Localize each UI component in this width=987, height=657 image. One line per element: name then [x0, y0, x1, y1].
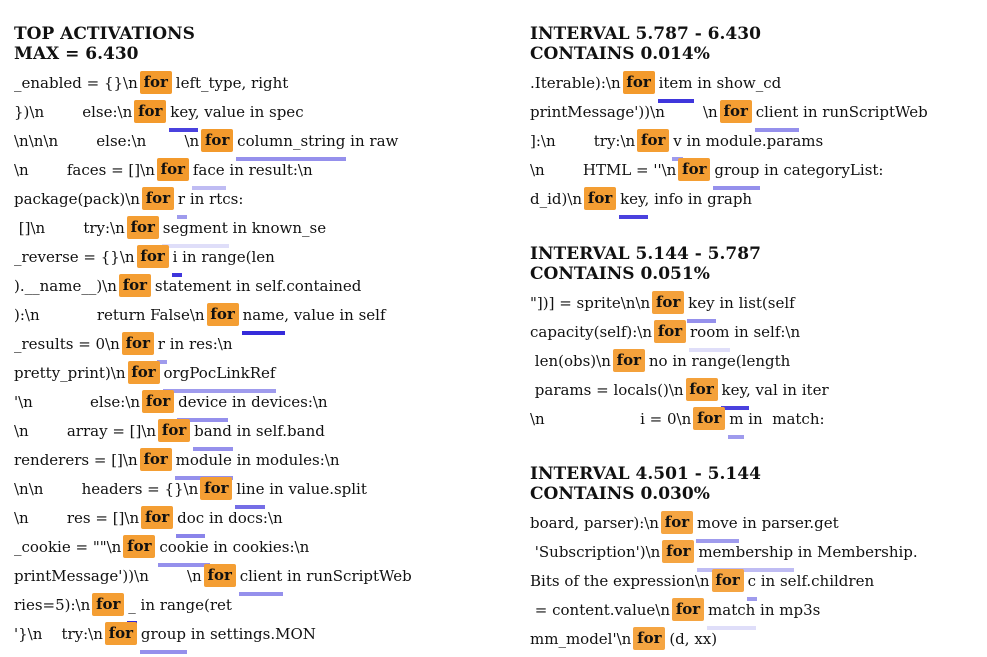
- activating-token-highlight: for: [127, 216, 159, 239]
- next-token-underline: [728, 435, 744, 439]
- activation-example-row: [14, 420, 514, 449]
- context-before-text: d_id)\n: [530, 190, 583, 208]
- context-after-text: name, value in self: [242, 306, 386, 324]
- context-before-text: printMessage'))\n \n: [530, 103, 718, 121]
- activating-token-highlight: for: [661, 511, 693, 534]
- interval-2-title: INTERVAL 5.144 - 5.787: [530, 244, 761, 264]
- activating-token-highlight: for: [623, 71, 655, 94]
- context-after-text: membership in Membership.: [698, 543, 918, 561]
- context-before-text: ries=5):\n: [14, 596, 91, 614]
- next-token-underline: [140, 650, 187, 654]
- activating-token-highlight: for: [119, 274, 151, 297]
- activating-token-highlight: for: [633, 627, 665, 650]
- context-before-text: ]:\n try:\n: [530, 132, 636, 150]
- activating-token-highlight: for: [652, 291, 684, 314]
- context-before-text: _enabled = {}\n: [14, 74, 138, 92]
- activating-token-highlight: for: [207, 303, 239, 326]
- context-after-text: statement in self.contained: [154, 277, 362, 295]
- context-before-text: \n\n\n else:\n \n: [14, 132, 200, 150]
- context-before-text: '}\n try:\n: [14, 625, 103, 643]
- context-before-text: })\n else:\n: [14, 103, 133, 121]
- context-before-text: Bits of the expression\n: [530, 572, 710, 590]
- context-after-text: m in match:: [729, 410, 825, 428]
- context-after-text: band in self.band: [194, 422, 325, 440]
- activation-example-row: [14, 188, 514, 217]
- activation-example-row: [530, 541, 985, 570]
- activation-example-row: [14, 246, 514, 275]
- activation-example-row: [530, 570, 985, 599]
- interval-3-title: INTERVAL 4.501 - 5.144: [530, 464, 761, 484]
- activating-token-highlight: for: [654, 320, 686, 343]
- activation-example-row: [14, 594, 514, 623]
- context-before-text: _cookie = ""\n: [14, 538, 122, 556]
- activating-token-highlight: for: [613, 349, 645, 372]
- activating-token-highlight: for: [678, 158, 710, 181]
- context-before-text: ).__name__)\n: [14, 277, 117, 295]
- context-before-text: 'Subscription')\n: [530, 543, 661, 561]
- activating-token-highlight: for: [672, 598, 704, 621]
- context-before-text: \n array = []\n: [14, 422, 157, 440]
- context-after-text: key, val in iter: [721, 381, 829, 399]
- context-after-text: v in module.params: [673, 132, 824, 150]
- activation-example-row: [530, 159, 985, 188]
- context-after-text: item in show_cd: [658, 74, 782, 92]
- activation-example-row: [530, 350, 985, 379]
- activating-token-highlight: for: [201, 129, 233, 152]
- activating-token-highlight: for: [142, 187, 174, 210]
- context-after-text: client in runScriptWeb: [239, 567, 412, 585]
- context-before-text: = content.value\n: [530, 601, 671, 619]
- interval-3-contains: CONTAINS 0.030%: [530, 484, 710, 504]
- context-after-text: device in devices:\n: [178, 393, 328, 411]
- activation-example-row: [14, 101, 514, 130]
- context-before-text: _reverse = {}\n: [14, 248, 135, 266]
- activating-token-highlight: for: [137, 245, 169, 268]
- activation-example-row: [530, 599, 985, 628]
- context-before-text: printMessage'))\n \n: [14, 567, 202, 585]
- activating-token-highlight: for: [157, 158, 189, 181]
- activation-example-row: [14, 623, 514, 652]
- context-before-text: ):\n return False\n: [14, 306, 205, 324]
- context-after-text: column_string in raw: [237, 132, 399, 150]
- activating-token-highlight: for: [105, 622, 137, 645]
- context-after-text: _ in range(ret: [128, 596, 232, 614]
- context-after-text: module in modules:\n: [175, 451, 340, 469]
- context-before-text: board, parser):\n: [530, 514, 659, 532]
- activating-token-highlight: for: [662, 540, 694, 563]
- context-after-text: no in range(length: [648, 352, 791, 370]
- context-after-text: i in range(len: [172, 248, 275, 266]
- activating-token-highlight: for: [720, 100, 752, 123]
- context-before-text: .Iterable):\n: [530, 74, 621, 92]
- activating-token-highlight: for: [693, 407, 725, 430]
- context-after-text: room in self:\n: [690, 323, 801, 341]
- context-before-text: \n i = 0\n: [530, 410, 692, 428]
- activation-example-row: [14, 507, 514, 536]
- max-activation-label: MAX = 6.430: [14, 44, 139, 64]
- activation-example-row: [14, 536, 514, 565]
- interval-1-contains: CONTAINS 0.014%: [530, 44, 710, 64]
- context-before-text: '\n else:\n: [14, 393, 141, 411]
- activating-token-highlight: for: [200, 477, 232, 500]
- context-after-text: match in mp3s: [708, 601, 821, 619]
- context-before-text: \n faces = []\n: [14, 161, 155, 179]
- context-after-text: left_type, right: [175, 74, 289, 92]
- activating-token-highlight: for: [122, 332, 154, 355]
- activating-token-highlight: for: [140, 448, 172, 471]
- context-before-text: pretty_print)\n: [14, 364, 126, 382]
- context-after-text: key in list(self: [688, 294, 795, 312]
- activation-example-row: [14, 449, 514, 478]
- context-after-text: doc in docs:\n: [177, 509, 283, 527]
- context-before-text: params = locals()\n: [530, 381, 684, 399]
- context-before-text: []\n try:\n: [14, 219, 125, 237]
- activation-example-row: [530, 512, 985, 541]
- activating-token-highlight: for: [128, 361, 160, 384]
- context-after-text: group in categoryList:: [714, 161, 884, 179]
- next-token-underline: [619, 215, 647, 219]
- context-after-text: line in value.split: [236, 480, 367, 498]
- activation-example-row: [14, 391, 514, 420]
- context-after-text: key, value in spec: [170, 103, 304, 121]
- activating-token-highlight: for: [134, 100, 166, 123]
- context-after-text: r in rtcs:: [177, 190, 244, 208]
- context-after-text: cookie in cookies:\n: [159, 538, 310, 556]
- context-after-text: c in self.children: [747, 572, 875, 590]
- context-before-text: _results = 0\n: [14, 335, 120, 353]
- activation-example-row: [530, 628, 985, 657]
- context-after-text: key, info in graph: [620, 190, 753, 208]
- context-before-text: package(pack)\n: [14, 190, 140, 208]
- context-before-text: renderers = []\n: [14, 451, 138, 469]
- activation-example-row: [530, 101, 985, 130]
- activation-example-row: [530, 408, 985, 437]
- context-after-text: r in res:\n: [157, 335, 233, 353]
- context-after-text: face in result:\n: [192, 161, 313, 179]
- activation-example-row: [530, 292, 985, 321]
- context-after-text: orgPocLinkRef: [163, 364, 276, 382]
- activation-example-row: [530, 321, 985, 350]
- context-before-text: capacity(self):\n: [530, 323, 652, 341]
- activation-example-row: [530, 72, 985, 101]
- activation-example-row: [530, 188, 985, 217]
- activation-example-row: [14, 565, 514, 594]
- activating-token-highlight: for: [204, 564, 236, 587]
- top-activations-title: TOP ACTIVATIONS: [14, 24, 195, 44]
- activating-token-highlight: for: [142, 390, 174, 413]
- context-after-text: group in settings.MON: [140, 625, 316, 643]
- context-after-text: (d, xx): [669, 630, 718, 648]
- activation-example-row: [14, 72, 514, 101]
- context-before-text: \n\n headers = {}\n: [14, 480, 199, 498]
- context-after-text: client in runScriptWeb: [755, 103, 928, 121]
- activation-example-row: [14, 275, 514, 304]
- activating-token-highlight: for: [158, 419, 190, 442]
- context-after-text: move in parser.get: [696, 514, 839, 532]
- context-before-text: len(obs)\n: [530, 352, 611, 370]
- interval-2-contains: CONTAINS 0.051%: [530, 264, 710, 284]
- context-before-text: mm_model'\n: [530, 630, 632, 648]
- activating-token-highlight: for: [686, 378, 718, 401]
- activation-example-row: [14, 333, 514, 362]
- activating-token-highlight: for: [141, 506, 173, 529]
- activating-token-highlight: for: [584, 187, 616, 210]
- activating-token-highlight: for: [123, 535, 155, 558]
- activation-example-row: [530, 379, 985, 408]
- context-before-text: \n HTML = ''\n: [530, 161, 677, 179]
- activation-example-row: [14, 304, 514, 333]
- activation-example-row: [14, 217, 514, 246]
- activation-example-row: [14, 159, 514, 188]
- activation-example-row: [14, 130, 514, 159]
- context-after-text: segment in known_se: [162, 219, 327, 237]
- activating-token-highlight: for: [637, 129, 669, 152]
- activating-token-highlight: for: [140, 71, 172, 94]
- activation-example-row: [530, 130, 985, 159]
- activating-token-highlight: for: [92, 593, 124, 616]
- activation-example-row: [14, 478, 514, 507]
- context-before-text: "])] = sprite\n\n: [530, 294, 651, 312]
- activating-token-highlight: for: [712, 569, 744, 592]
- activation-example-row: [14, 362, 514, 391]
- context-before-text: \n res = []\n: [14, 509, 140, 527]
- interval-1-title: INTERVAL 5.787 - 6.430: [530, 24, 761, 44]
